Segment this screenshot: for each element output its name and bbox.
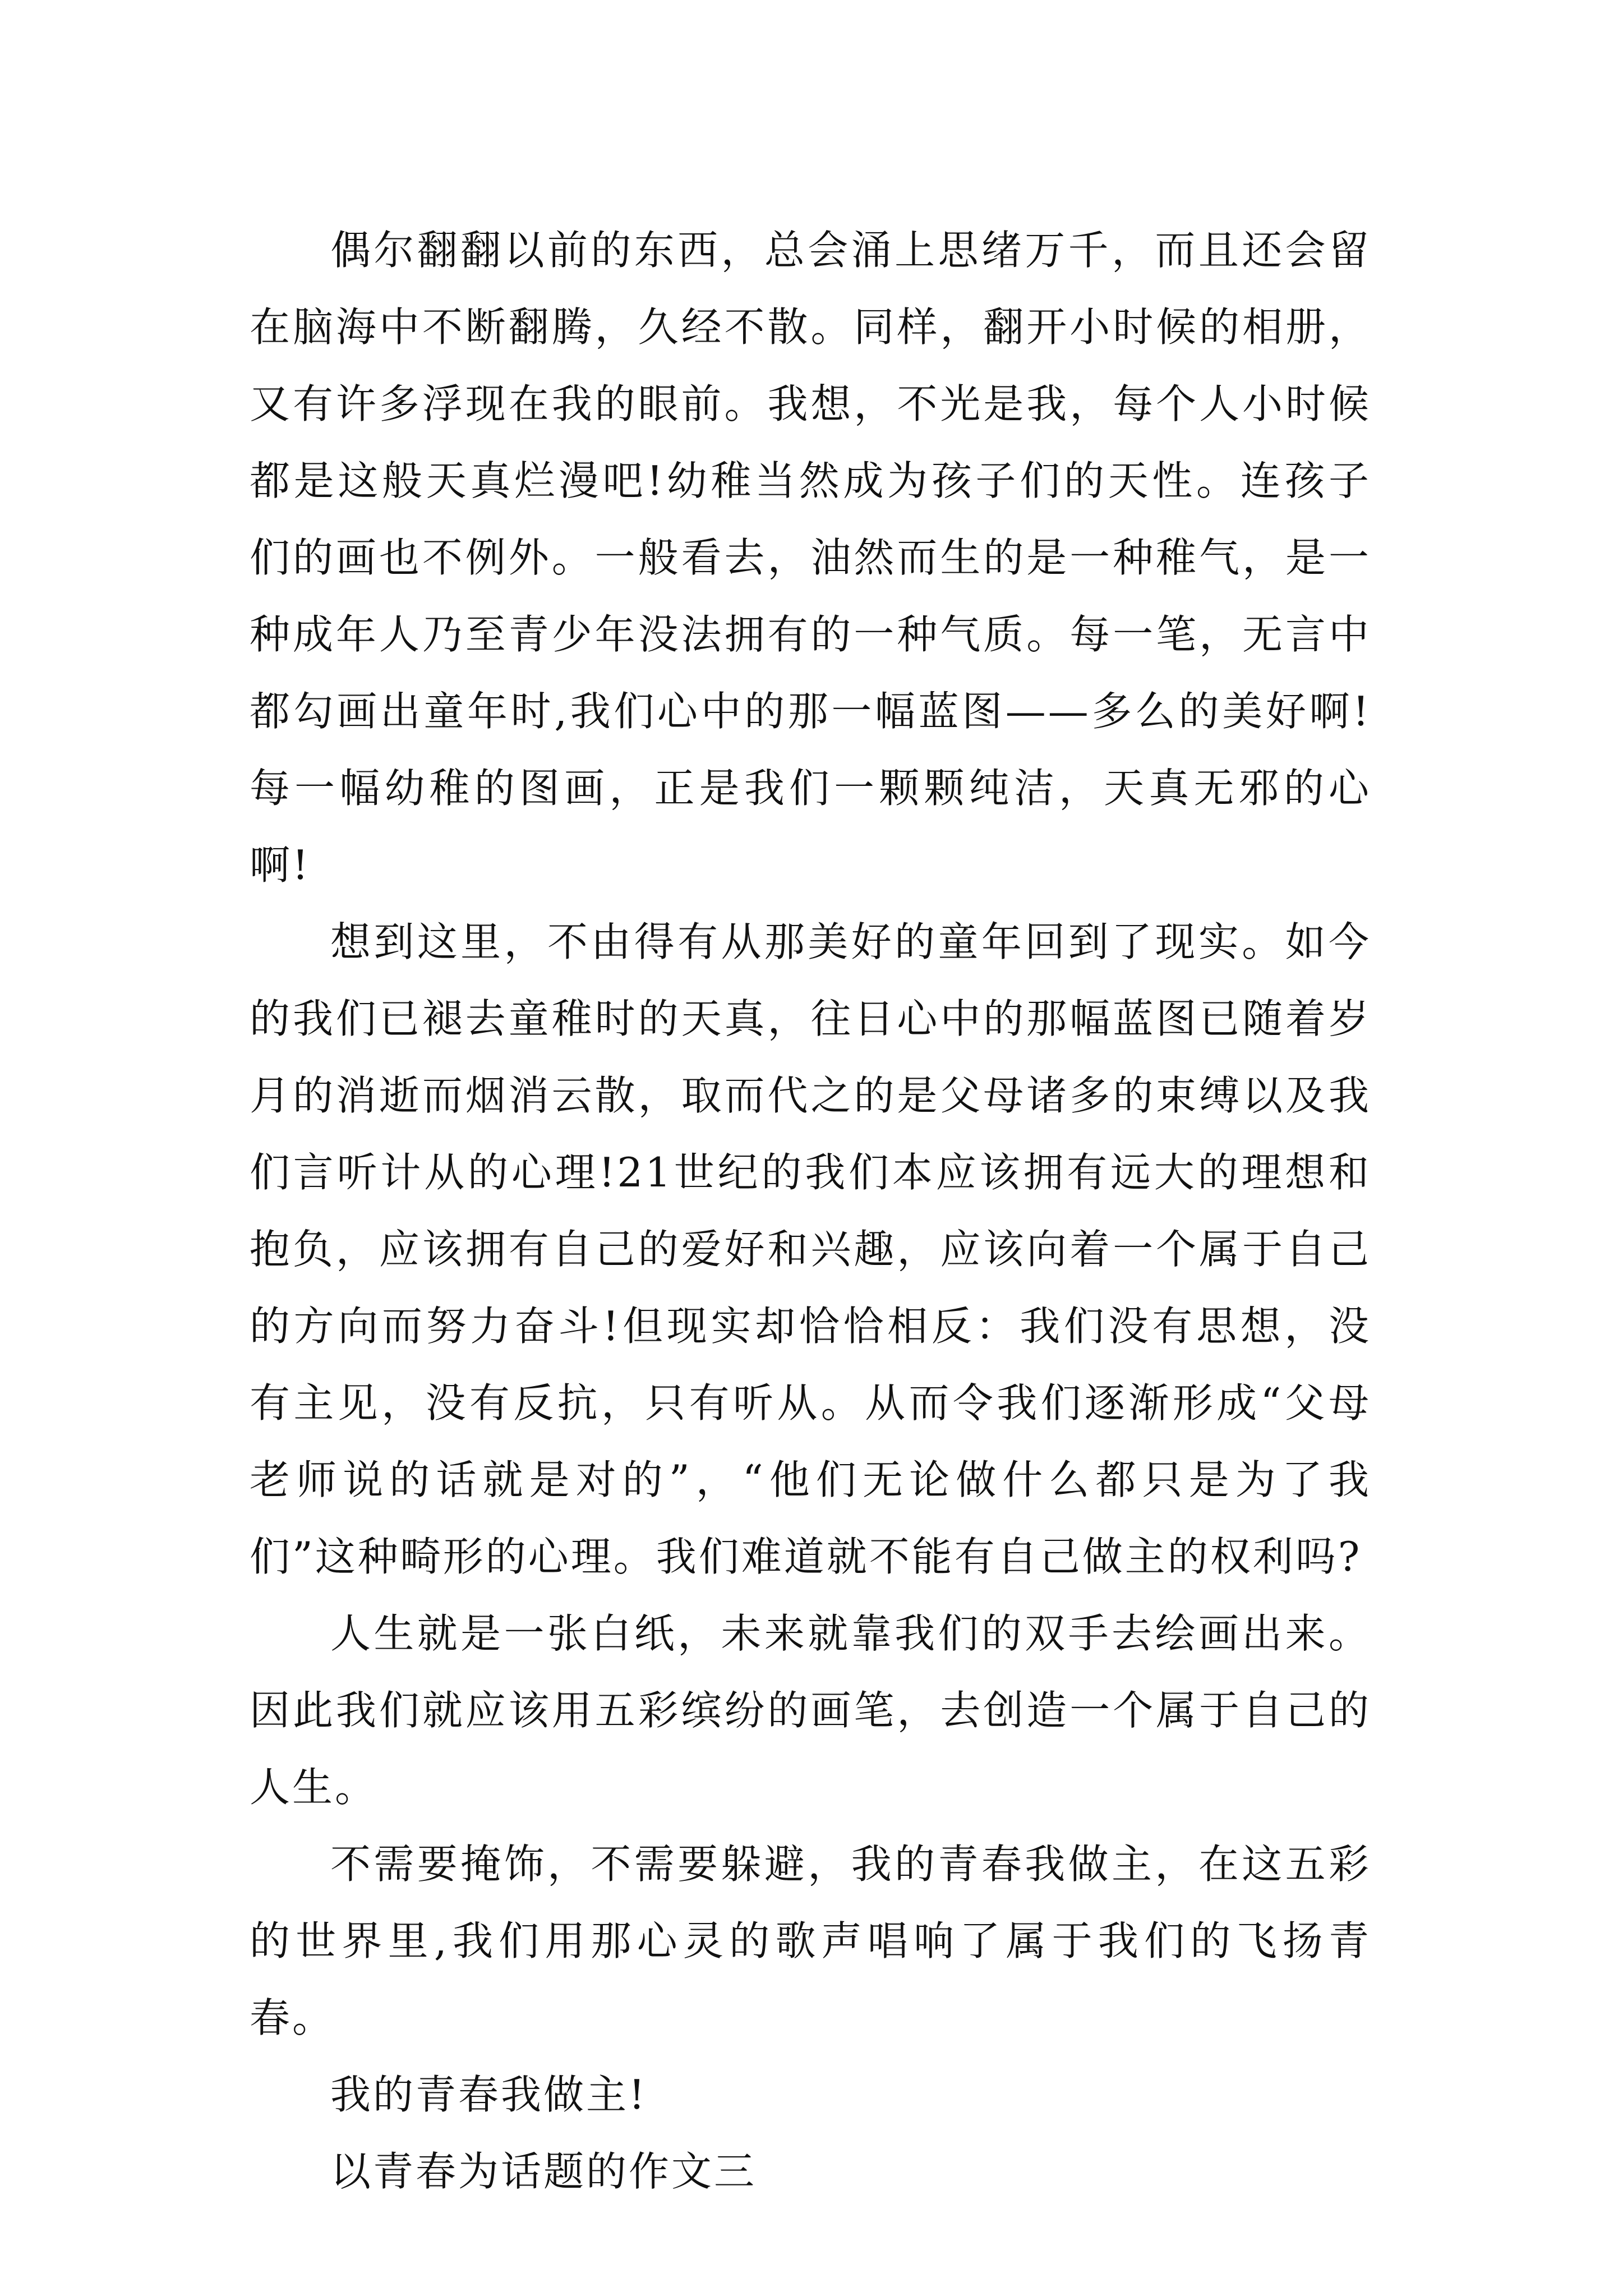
paragraph-1: 偶尔翻翻以前的东西，总会涌上思绪万千，而且还会留在脑海中不断翻腾，久经不散。同样，翻开小时候的相册，又有许多浮现在我的眼前。我想，不光是我，每个人小时候都是这般天真烂漫吧!幼稚当然成为孩子们的天性。连孩子们的画也不例外。一般看去，油然而生的是一种稚气，是一种成年人乃至青少年没法拥有的一种气质。每一笔，无言中都勾画出童年时,我们心中的那一幅蓝图——多么的美好啊!每一幅幼稚的图画，正是我们一颗颗纯洁，天真无邪的心啊! [250, 227, 1371, 889]
section-heading: 以青春为话题的作文三 [330, 2148, 757, 2195]
paragraph-2: 想到这里，不由得有从那美好的童年回到了现实。如今的我们已褪去童稚时的天真，往日心中的那幅蓝图已随着岁月的消逝而烟消云散，取而代之的是父母诸多的束缚以及我们言听计从的心理!21世纪的我们本应该拥有远大的理想和抱负，应该拥有自己的爱好和兴趣，应该向着一个属于自己的方向而努力奋斗!但现实却恰恰相反：我们没有思想，没有主见，没有反抗，只有听从。从而令我们逐渐形成“父母老师说的话就是对的”，“他们无论做什么都只是为了我们”这种畸形的心理。我们难道就不能有自己做主的权利吗? [250, 918, 1371, 1580]
paragraph-3: 人生就是一张白纸，未来就靠我们的双手去绘画出来。因此我们就应该用五彩缤纷的画笔，去创造一个属于自己的人生。 [250, 1610, 1371, 1811]
paragraph-4: 不需要掩饰，不需要躲避，我的青春我做主，在这五彩的世界里,我们用那心灵的歌声唱响了属于我们的飞扬青春。 [250, 1841, 1371, 2041]
document-body [250, 212, 1371, 2210]
paragraph-5: 我的青春我做主! [330, 2071, 647, 2118]
